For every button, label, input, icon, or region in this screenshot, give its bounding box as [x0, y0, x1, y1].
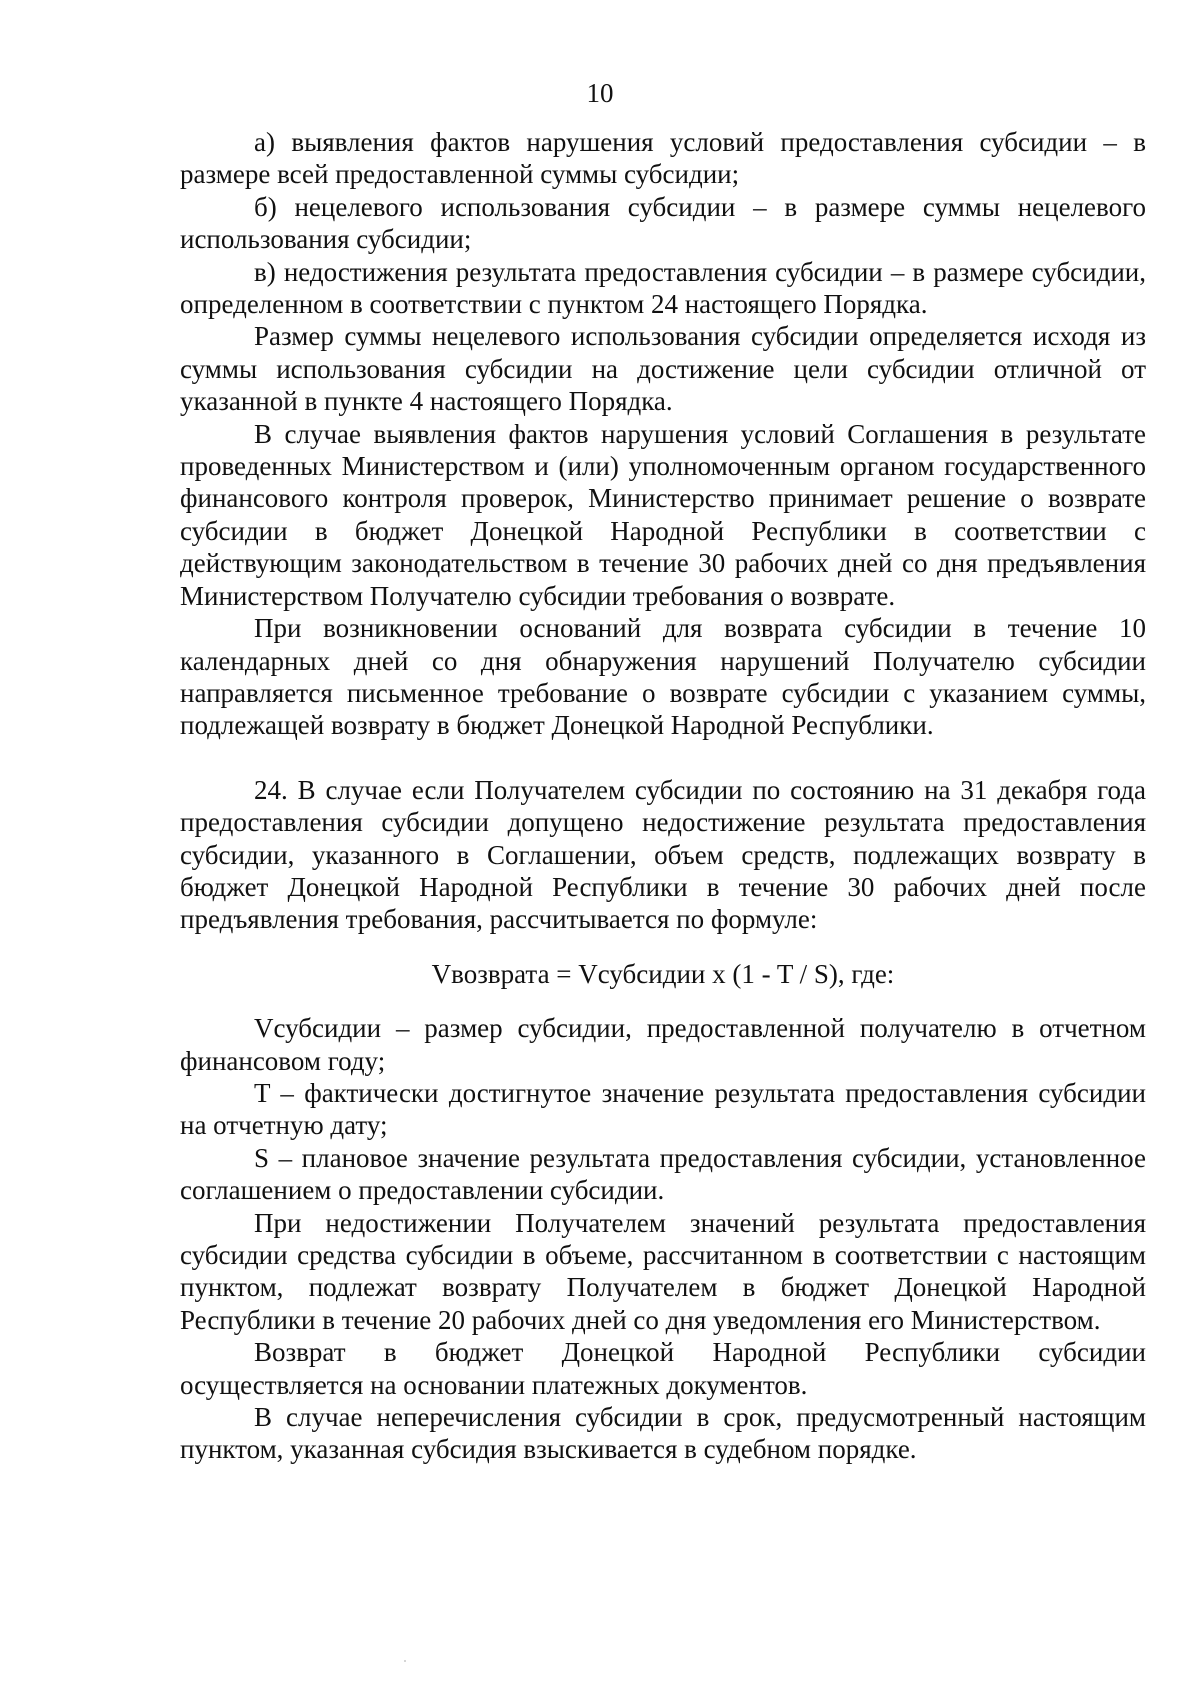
- paragraph-inspection-return: В случае выявления фактов нарушения условий Соглашения в результате проведенных Министерством и (или) уполномоченным органом государственного финансового контроля проверок, Министерство принимает решение о возврате субсидии в бюджет Донецкой Народной Республики в соответствии с действующим законодательством в течение 30 рабочих дней со дня предъявления Министерством Получателю субсидии требования о возврате.: [180, 418, 1146, 611]
- paragraph-violation-a: а) выявления фактов нарушения условий предоставления субсидии – в размере всей предоставленной суммы субсидии;: [180, 127, 1146, 190]
- paragraph-written-demand: При возникновении оснований для возврата субсидии в течение 10 календарных дней со дня обнаружения нарушений Получателю субсидии направляется письменное требование о возврате субсидии с указанием суммы, подлежащей возврату в бюджет Донецкой Народной Республики.: [180, 613, 1146, 741]
- definition-s-planned: S – плановое значение результата предоставления субсидии, установленное соглашением о предоставлении субсидии.: [180, 1142, 1146, 1206]
- return-formula: Vвозврата = Vсубсидии x (1 - T / S), где:: [431, 958, 895, 989]
- paragraph-misuse-amount: Размер суммы нецелевого использования субсидии определяется исходя из суммы использования субсидии на достижение цели субсидии отличной от указанной в пункте 4 настоящего Порядка.: [180, 321, 1146, 417]
- paragraph-misuse-b: б) нецелевого использования субсидии – в размере суммы нецелевого использования субсидии;: [180, 191, 1146, 255]
- definition-v-subsidy: Vсубсидии – размер субсидии, предоставленной получателю в отчетном финансовом году;: [180, 1013, 1146, 1076]
- formula-spacer-bottom: [180, 996, 1146, 1012]
- paragraph-nonachievement-c: в) недостижения результата предоставления субсидии – в размере субсидии, определенном в соответствии с пунктом 24 настоящего Порядка.: [180, 256, 1146, 320]
- scan-speck: [404, 1660, 406, 1662]
- document-body: [180, 126, 1146, 1466]
- paragraph-spacer: [180, 742, 1146, 774]
- definition-t-actual: T – фактически достигнутое значение результата предоставления субсидии на отчетную дату;: [180, 1077, 1146, 1141]
- paragraph-payment-documents: Возврат в бюджет Донецкой Народной Республики субсидии осуществляется на основании платежных документов.: [180, 1337, 1146, 1400]
- paragraph-return-deadline: При недостижении Получателем значений результата предоставления субсидии средства субсидии в объеме, рассчитанном в соответствии с настоящим пунктом, подлежат возврату Получателем в бюджет Донецкой Народной Республики в течение 20 рабочих дней со дня уведомления его Министерством.: [180, 1207, 1146, 1335]
- formula-spacer-top: [180, 936, 1146, 952]
- paragraph-section-24-intro: 24. В случае если Получателем субсидии по состоянию на 31 декабря года предоставления субсидии допущено недостижение результата предоставления субсидии, указанного в Соглашении, объем средств, подлежащих возврату в бюджет Донецкой Народной Республики в течение 30 рабочих дней после предъявления требования, рассчитывается по формуле:: [180, 774, 1146, 935]
- page-number: 10: [586, 78, 614, 108]
- paragraph-court-recovery: В случае неперечисления субсидии в срок, предусмотренный настоящим пунктом, указанная субсидия взыскивается в судебном порядке.: [180, 1402, 1146, 1465]
